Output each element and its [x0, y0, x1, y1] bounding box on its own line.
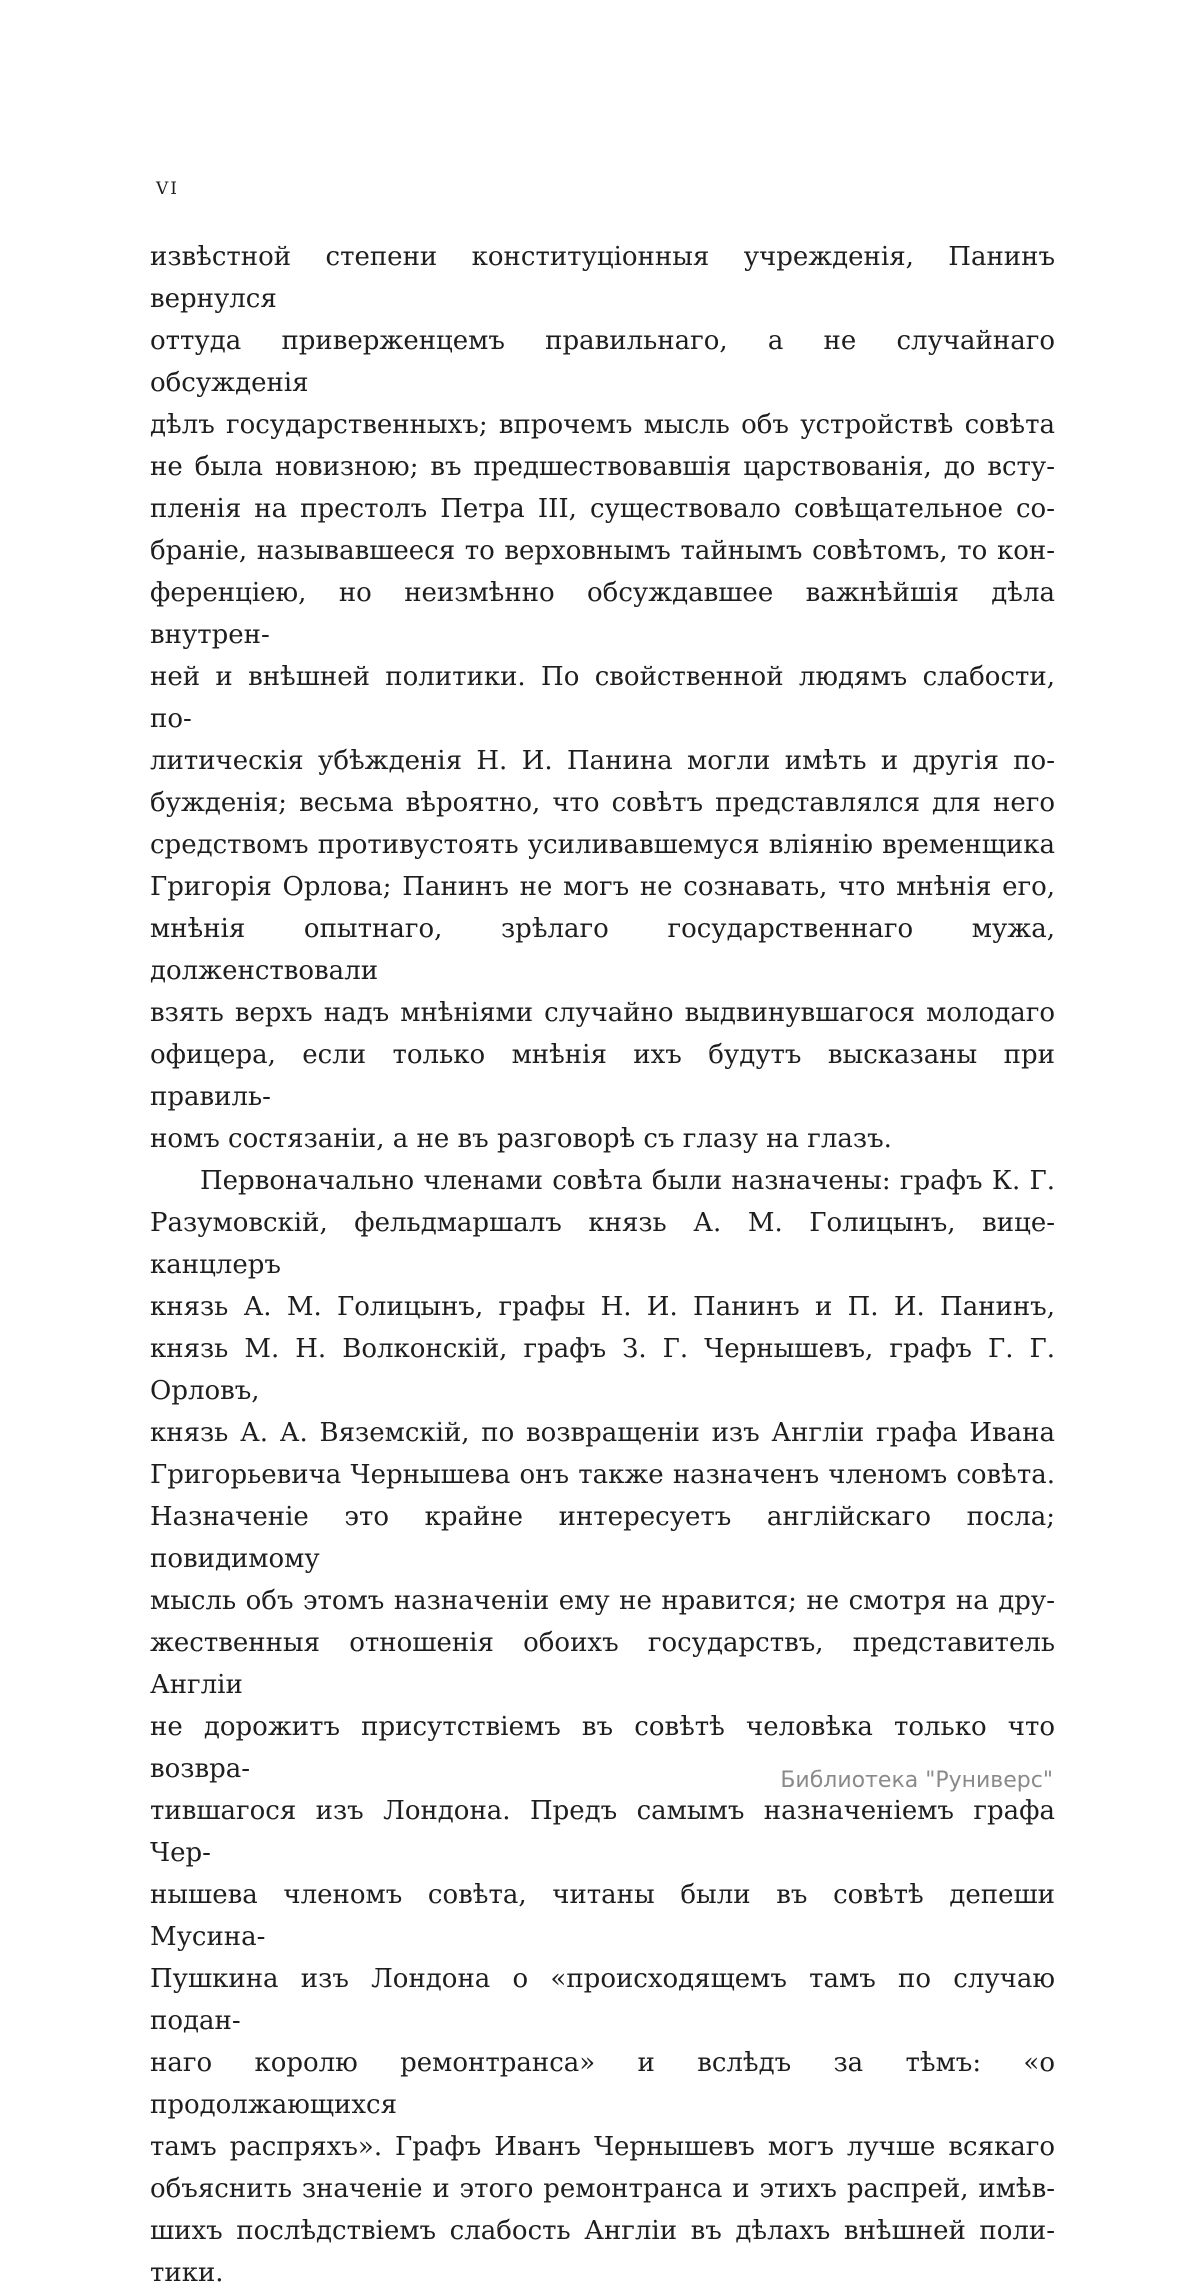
- text-line: Григорьевича Чернышева онъ также назначенъ членомъ совѣта.: [150, 1460, 1055, 1490]
- text-line: офицера, если только мнѣнія ихъ будутъ высказаны при правиль-: [150, 1040, 1055, 1112]
- text-line: не была новизною; въ предшествовавшія царствованія, до всту-: [150, 452, 1055, 482]
- text-block: [150, 236, 1055, 2294]
- text-line: браніе, называвшееся то верховнымъ тайнымъ совѣтомъ, то кон-: [150, 536, 1055, 566]
- text-line: Пушкина изъ Лондона о «происходящемъ тамъ по случаю подан-: [150, 1964, 1055, 2036]
- text-line: Григорія Орлова; Панинъ не могъ не сознавать, что мнѣнія его,: [150, 872, 1055, 902]
- text-line: князь А. А. Вяземскій, по возвращеніи изъ Англіи графа Ивана: [150, 1418, 1055, 1448]
- text-line: тики.: [150, 2258, 224, 2288]
- text-line: пленія на престолъ Петра III, существовало совѣщательное со-: [150, 494, 1055, 524]
- page-number: VI: [156, 179, 179, 199]
- text-line: номъ состязаніи, а не въ разговорѣ съ глазу на глазъ.: [150, 1124, 892, 1154]
- paragraph: [150, 236, 1055, 1160]
- text-line: дѣлъ государственныхъ; впрочемъ мысль объ устройствѣ совѣта: [150, 410, 1055, 440]
- text-line: жественныя отношенія обоихъ государствъ, представитель Англіи: [150, 1628, 1055, 1700]
- text-line: наго королю ремонтранса» и вслѣдъ за тѣмъ: «о продолжающихся: [150, 2048, 1055, 2120]
- text-line: князь М. Н. Волконскій, графъ З. Г. Чернышевъ, графъ Г. Г. Орловъ,: [150, 1334, 1055, 1406]
- text-line: не дорожитъ присутствіемъ въ совѣтѣ человѣка только что возвра-: [150, 1712, 1055, 1784]
- text-line: объяснить значеніе и этого ремонтранса и этихъ распрей, имѣв-: [150, 2174, 1055, 2204]
- paragraph: [150, 1160, 1055, 2294]
- text-line: извѣстной степени конституціонныя учрежденія, Панинъ вернулся: [150, 242, 1055, 314]
- text-line: средствомъ противустоять усиливавшемуся вліянію временщика: [150, 830, 1055, 860]
- text-line: мнѣнія опытнаго, зрѣлаго государственнаго мужа, долженствовали: [150, 914, 1055, 986]
- library-watermark: Библиотека "Руниверс": [780, 1768, 1053, 1793]
- text-line: шихъ послѣдствіемъ слабость Англіи въ дѣлахъ внѣшней поли-: [150, 2216, 1055, 2246]
- text-line: мысль объ этомъ назначеніи ему не нравится; не смотря на дру-: [150, 1586, 1055, 1616]
- text-line: ней и внѣшней политики. По свойственной людямъ слабости, по-: [150, 662, 1055, 734]
- text-line: нышева членомъ совѣта, читаны были въ совѣтѣ депеши Мусина-: [150, 1880, 1055, 1952]
- text-line: тившагося изъ Лондона. Предъ самымъ назначеніемъ графа Чер-: [150, 1796, 1055, 1868]
- text-line: оттуда приверженцемъ правильнаго, а не случайнаго обсужденія: [150, 326, 1055, 398]
- text-line: князь А. М. Голицынъ, графы Н. И. Панинъ и П. И. Панинъ,: [150, 1292, 1055, 1322]
- text-line: Первоначально членами совѣта были назначены: графъ К. Г.: [200, 1166, 1055, 1196]
- text-line: Назначеніе это крайне интересуетъ англійскаго посла; повидимому: [150, 1502, 1055, 1574]
- text-line: ференціею, но неизмѣнно обсуждавшее важнѣйшія дѣла внутрен-: [150, 578, 1055, 650]
- text-line: Разумовскій, фельдмаршалъ князь А. М. Голицынъ, вице-канцлеръ: [150, 1208, 1055, 1280]
- text-line: взять верхъ надъ мнѣніями случайно выдвинувшагося молодаго: [150, 998, 1055, 1028]
- text-line: тамъ распряхъ». Графъ Иванъ Чернышевъ могъ лучше всякаго: [150, 2132, 1055, 2162]
- text-line: бужденія; весьма вѣроятно, что совѣтъ представлялся для него: [150, 788, 1055, 818]
- text-line: литическія убѣжденія Н. И. Панина могли имѣть и другія по-: [150, 746, 1055, 776]
